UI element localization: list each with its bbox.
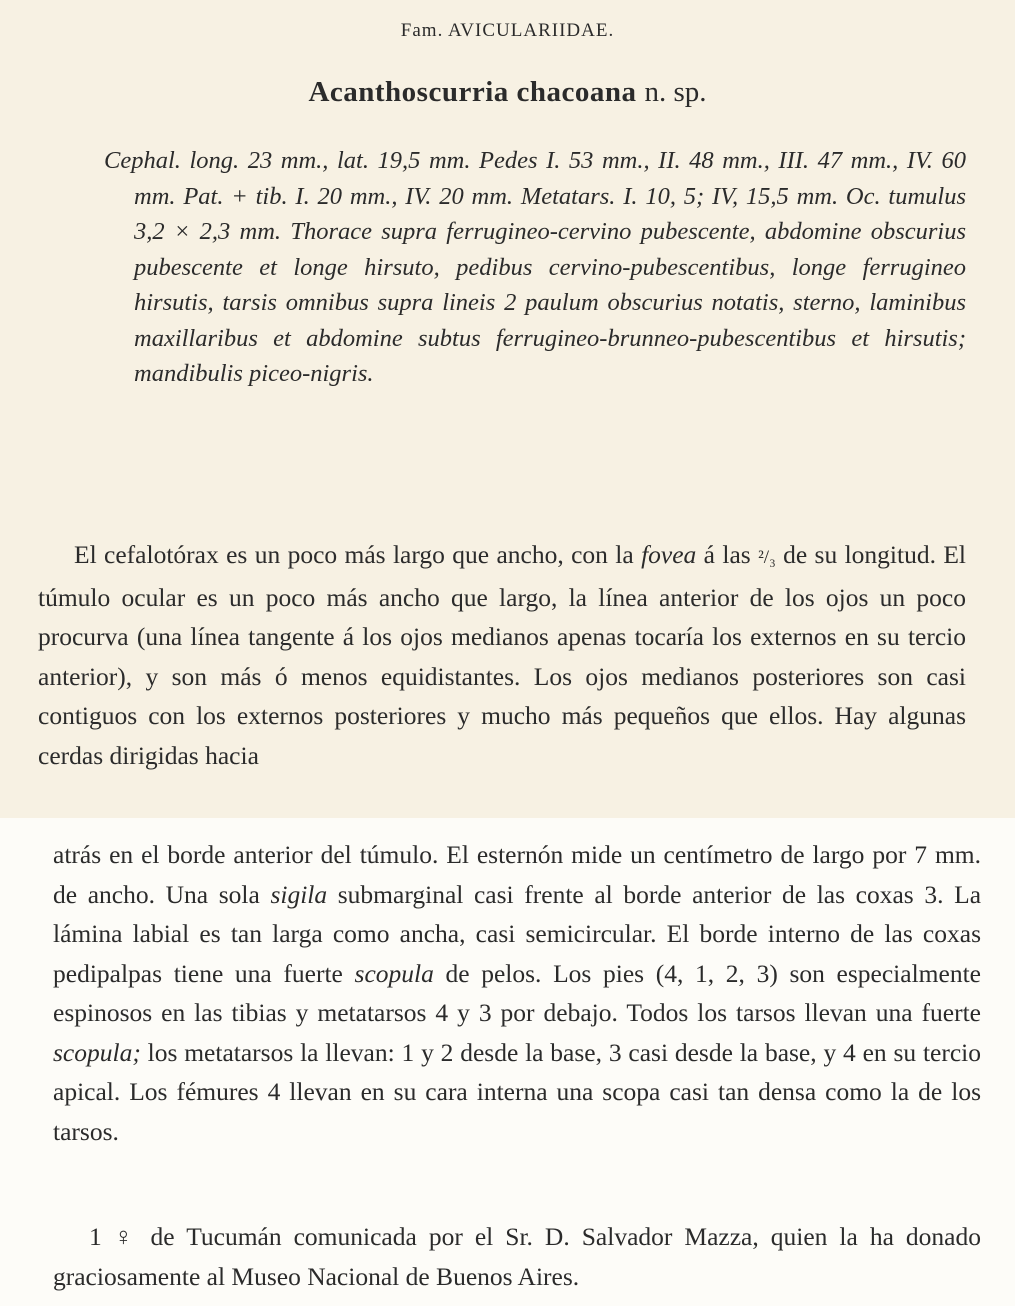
paragraph-text: El cefalotórax es un poco más largo que ancho, con la	[74, 540, 642, 569]
paragraph-cephalothorax	[38, 535, 966, 775]
term-scopula: scopula;	[53, 1037, 141, 1067]
fraction: ²/₃	[758, 547, 776, 568]
paragraph-text: de pelos. Los pies (4, 1, 2, 3) son especialmente espinosos en las tibias y metatarsos 4 y 3 por debajo. Todos los tarsos llevan una fuerte	[53, 958, 981, 1027]
latin-description: Cephal. long. 23 mm., lat. 19,5 mm. Pedes I. 53 mm., II. 48 mm., III. 47 mm., IV. 60 mm. Pat. + tib. I. 20 mm., IV. 20 mm. Metatars. I. 10, 5; IV, 15,5 mm. Oc. tumulus 3,2 × 2,3 mm. Thorace supra ferrugineo-cervino pubescente, abdomine obscurius pubescente et longe hirsuto, pedibus cervino-pubescentibus, longe ferrugineo hirsutis, tarsis omnibus supra lineis 2 paulum obscurius notatis, sterno, laminibus maxillaribus et abdomine subtus ferrugineo-brunneo-pubescentibus et hirsutis; mandibulis piceo-nigris.	[104, 147, 966, 387]
family-heading: Fam. AVICULARIIDAE.	[400, 20, 615, 41]
species-name: Acanthoscurria chacoana	[308, 76, 637, 108]
paragraph-text: á las	[696, 540, 759, 569]
paragraph-text: de su longitud. El túmulo ocular es un poco más ancho que largo, la línea anterior de los ojos un poco procurva (una línea tangente á los ojos medianos apenas tocaría los externos en su tercio anterior), y son más ó menos equidistantes. Los ojos medianos posteriores son casi contiguos con los externos posteriores y mucho más pequeños que ellos. Hay algunas cerdas dirigidas hacia	[38, 540, 966, 770]
term-sigila: sigila	[270, 879, 328, 909]
term-fovea: fovea	[641, 540, 697, 569]
species-suffix: n. sp.	[644, 76, 707, 108]
paragraph-specimen: 1 ♀ de Tucumán comunicada por el Sr. D. Salvador Mazza, quien la ha donado graciosamente al Museo Nacional de Buenos Aires.	[53, 1222, 981, 1291]
paragraph-text: submarginal casi frente al borde anterior de las coxas 3. La lámina labial es tan larga como ancha, casi semicircular. El borde interno de las coxas pedipalpas tiene una fuerte	[53, 879, 982, 988]
paragraph-text: atrás en el borde anterior del túmulo. El esternón mide un centímetro de largo por 7 mm. de ancho. Una sola	[53, 840, 981, 909]
paragraph-sternum	[53, 835, 981, 1151]
paragraph-text: los metatarsos la llevan: 1 y 2 desde la base, 3 casi desde la base, y 4 en su tercio apical. Los fémures 4 llevan en su cara interna una scopa casi tan densa como la de los tarsos.	[53, 1037, 981, 1146]
species-title	[0, 76, 1015, 109]
term-scopula: scopula	[354, 958, 434, 988]
